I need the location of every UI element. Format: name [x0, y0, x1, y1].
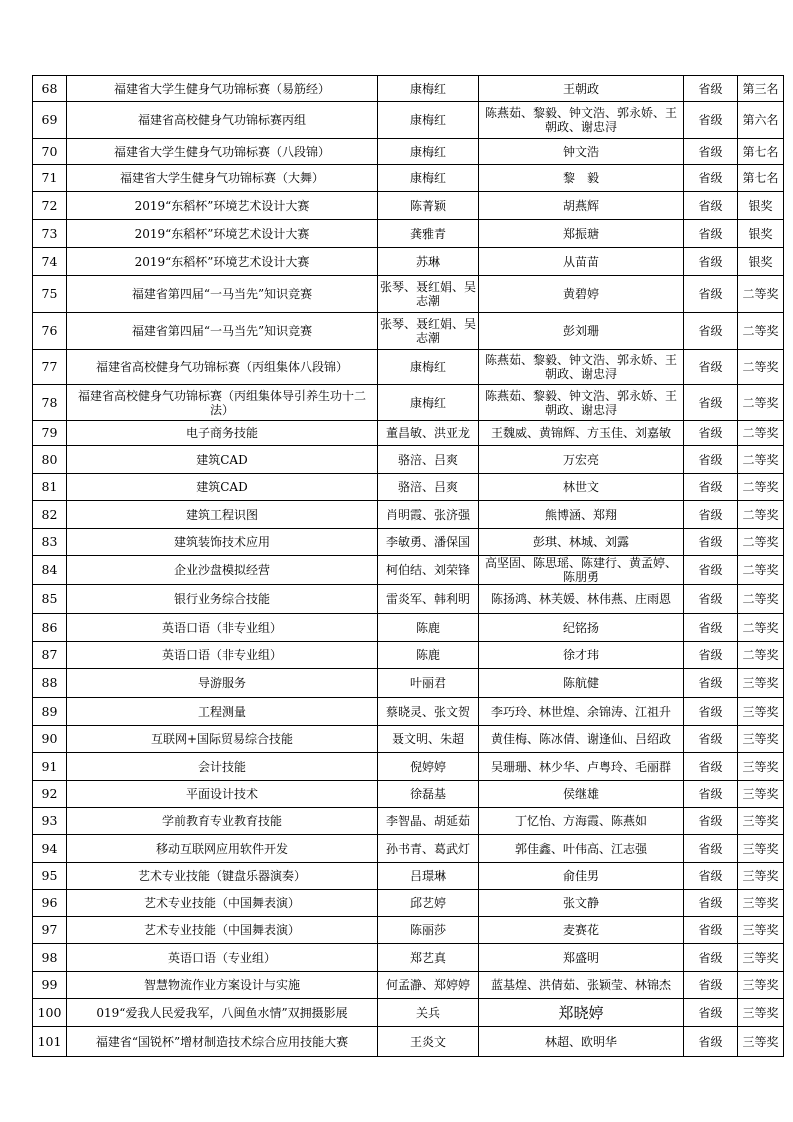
award-rank: 三等奖: [738, 972, 784, 999]
award-level: 省级: [684, 556, 738, 585]
teacher-names: 陈菁颖: [378, 192, 479, 220]
table-row: [33, 808, 784, 835]
teacher-names: 倪婷婷: [378, 753, 479, 781]
event-name: 2019“东稻杯”环境艺术设计大赛: [67, 192, 378, 220]
student-names: 李巧玲、林世煌、余锦涛、江祖升: [479, 698, 684, 726]
award-level: 省级: [684, 446, 738, 474]
teacher-names: 叶丽君: [378, 669, 479, 698]
student-names: 林世文: [479, 474, 684, 501]
student-names: 黄碧婷: [479, 276, 684, 313]
student-names: 钟文浩: [479, 139, 684, 165]
table-row: [33, 76, 784, 102]
teacher-names: 龚雅青: [378, 220, 479, 248]
award-level: 省级: [684, 808, 738, 835]
event-name: 工程测量: [67, 698, 378, 726]
event-name: 英语口语（非专业组）: [67, 642, 378, 669]
event-name: 学前教育专业教育技能: [67, 808, 378, 835]
award-rank: 三等奖: [738, 669, 784, 698]
event-name: 智慧物流作业方案设计与实施: [67, 972, 378, 999]
teacher-names: 康梅红: [378, 350, 479, 385]
event-name: 019“爱我人民爱我军，八闽鱼水情”双拥摄影展: [67, 999, 378, 1027]
award-rank: 二等奖: [738, 276, 784, 313]
award-level: 省级: [684, 192, 738, 220]
row-number: 98: [33, 944, 67, 972]
row-number: 80: [33, 446, 67, 474]
table-row: [33, 385, 784, 421]
student-names: 从苗苗: [479, 248, 684, 276]
award-rank: 第七名: [738, 165, 784, 192]
row-number: 91: [33, 753, 67, 781]
row-number: 87: [33, 642, 67, 669]
table-row: [33, 863, 784, 890]
teacher-names: 聂文明、朱超: [378, 726, 479, 753]
student-names: 徐才玮: [479, 642, 684, 669]
award-level: 省级: [684, 76, 738, 102]
award-rank: 三等奖: [738, 944, 784, 972]
award-rank: 第三名: [738, 76, 784, 102]
table-row: [33, 446, 784, 474]
student-names: 陈航健: [479, 669, 684, 698]
student-names: 胡燕辉: [479, 192, 684, 220]
row-number: 100: [33, 999, 67, 1027]
table-row: [33, 529, 784, 556]
teacher-names: 康梅红: [378, 76, 479, 102]
event-name: 会计技能: [67, 753, 378, 781]
student-names: 蓝基煌、洪倩茹、张颖莹、林锦杰: [479, 972, 684, 999]
award-rank: 三等奖: [738, 999, 784, 1027]
teacher-names: 陈鹿: [378, 642, 479, 669]
event-name: 艺术专业技能（中国舞表演）: [67, 917, 378, 944]
award-level: 省级: [684, 835, 738, 863]
event-name: 福建省大学生健身气功锦标赛（易筋经）: [67, 76, 378, 102]
student-names: 吴珊珊、林少华、卢粤玲、毛丽群: [479, 753, 684, 781]
award-rank: 三等奖: [738, 808, 784, 835]
student-names: 王朝政: [479, 76, 684, 102]
award-level: 省级: [684, 726, 738, 753]
row-number: 73: [33, 220, 67, 248]
teacher-names: 雷炎军、韩利明: [378, 585, 479, 614]
event-name: 艺术专业技能（中国舞表演）: [67, 890, 378, 917]
teacher-names: 康梅红: [378, 139, 479, 165]
award-rank: 第六名: [738, 102, 784, 139]
row-number: 89: [33, 698, 67, 726]
event-name: 移动互联网应用软件开发: [67, 835, 378, 863]
event-name: 福建省高校健身气功锦标赛（丙组集体导引养生功十二法）: [67, 385, 378, 421]
award-level: 省级: [684, 614, 738, 642]
student-names: 郑晓婷: [479, 999, 684, 1027]
award-level: 省级: [684, 385, 738, 421]
row-number: 71: [33, 165, 67, 192]
teacher-names: 王炎文: [378, 1027, 479, 1057]
award-level: 省级: [684, 642, 738, 669]
award-level: 省级: [684, 220, 738, 248]
teacher-names: 康梅红: [378, 385, 479, 421]
student-names: 麦赛花: [479, 917, 684, 944]
row-number: 83: [33, 529, 67, 556]
row-number: 79: [33, 421, 67, 446]
student-names: 高坚固、陈思瑶、陈建行、黄孟婷、陈朋勇: [479, 556, 684, 585]
event-name: 建筑装饰技术应用: [67, 529, 378, 556]
row-number: 96: [33, 890, 67, 917]
table-row: [33, 585, 784, 614]
event-name: 福建省“国锐杯”增材制造技术综合应用技能大赛: [67, 1027, 378, 1057]
table-row: [33, 890, 784, 917]
award-level: 省级: [684, 529, 738, 556]
teacher-names: 陈丽莎: [378, 917, 479, 944]
event-name: 银行业务综合技能: [67, 585, 378, 614]
award-level: 省级: [684, 585, 738, 614]
award-level: 省级: [684, 1027, 738, 1057]
student-names: 俞佳男: [479, 863, 684, 890]
award-level: 省级: [684, 276, 738, 313]
award-rank: 银奖: [738, 220, 784, 248]
table-row: [33, 556, 784, 585]
student-names: 张文静: [479, 890, 684, 917]
table-row: [33, 165, 784, 192]
student-names: 黄佳梅、陈冰倩、谢逢仙、吕绍政: [479, 726, 684, 753]
row-number: 93: [33, 808, 67, 835]
row-number: 84: [33, 556, 67, 585]
award-level: 省级: [684, 890, 738, 917]
student-names: 郑振瑭: [479, 220, 684, 248]
row-number: 85: [33, 585, 67, 614]
table-row: [33, 698, 784, 726]
award-rank: 二等奖: [738, 501, 784, 529]
student-names: 陈燕茹、黎毅、钟文浩、郭永娇、王朝政、谢忠浔: [479, 102, 684, 139]
teacher-names: 骆涪、吕爽: [378, 446, 479, 474]
table-row: [33, 917, 784, 944]
award-rank: 二等奖: [738, 313, 784, 350]
table-row: [33, 726, 784, 753]
row-number: 75: [33, 276, 67, 313]
table-row: [33, 1027, 784, 1057]
table-row: [33, 999, 784, 1027]
award-rank: 三等奖: [738, 726, 784, 753]
row-number: 76: [33, 313, 67, 350]
student-names: 郑盛明: [479, 944, 684, 972]
award-rank: 二等奖: [738, 556, 784, 585]
teacher-names: 孙书青、葛武灯: [378, 835, 479, 863]
student-names: 侯继雄: [479, 781, 684, 808]
award-rank: 三等奖: [738, 781, 784, 808]
row-number: 94: [33, 835, 67, 863]
award-level: 省级: [684, 421, 738, 446]
row-number: 97: [33, 917, 67, 944]
table-row: [33, 421, 784, 446]
row-number: 88: [33, 669, 67, 698]
award-level: 省级: [684, 753, 738, 781]
award-rank: 第七名: [738, 139, 784, 165]
row-number: 74: [33, 248, 67, 276]
event-name: 英语口语（非专业组）: [67, 614, 378, 642]
award-rank: 二等奖: [738, 474, 784, 501]
teacher-names: 陈鹿: [378, 614, 479, 642]
table-row: [33, 781, 784, 808]
student-names: 丁忆怡、方海霞、陈燕如: [479, 808, 684, 835]
event-name: 2019“东稻杯”环境艺术设计大赛: [67, 220, 378, 248]
row-number: 90: [33, 726, 67, 753]
award-rank: 二等奖: [738, 614, 784, 642]
table-row: [33, 642, 784, 669]
teacher-names: 董昌敏、洪亚龙: [378, 421, 479, 446]
table-row: [33, 192, 784, 220]
student-names: 林超、欧明华: [479, 1027, 684, 1057]
award-level: 省级: [684, 669, 738, 698]
teacher-names: 吕璟琳: [378, 863, 479, 890]
row-number: 72: [33, 192, 67, 220]
teacher-names: 肖明霞、张济强: [378, 501, 479, 529]
award-level: 省级: [684, 350, 738, 385]
award-rank: 三等奖: [738, 890, 784, 917]
teacher-names: 何孟瀞、郑婷婷: [378, 972, 479, 999]
award-rank: 三等奖: [738, 753, 784, 781]
event-name: 建筑CAD: [67, 446, 378, 474]
event-name: 建筑CAD: [67, 474, 378, 501]
award-level: 省级: [684, 698, 738, 726]
row-number: 92: [33, 781, 67, 808]
student-names: 陈燕茹、黎毅、钟文浩、郭永娇、王朝政、谢忠浔: [479, 350, 684, 385]
award-level: 省级: [684, 313, 738, 350]
table-body: [33, 76, 784, 1057]
table-row: [33, 501, 784, 529]
student-names: 王魏威、黄锦辉、方玉佳、刘嘉敏: [479, 421, 684, 446]
award-level: 省级: [684, 999, 738, 1027]
row-number: 101: [33, 1027, 67, 1057]
student-names: 万宏亮: [479, 446, 684, 474]
student-names: 彭琪、林城、刘露: [479, 529, 684, 556]
row-number: 99: [33, 972, 67, 999]
award-rank: 三等奖: [738, 1027, 784, 1057]
award-level: 省级: [684, 248, 738, 276]
teacher-names: 关兵: [378, 999, 479, 1027]
student-names: 陈扬鸿、林芙媛、林伟燕、庄雨恩: [479, 585, 684, 614]
teacher-names: 邱艺婷: [378, 890, 479, 917]
teacher-names: 张琴、聂红娟、吴志潮: [378, 313, 479, 350]
student-names: 郭佳鑫、叶伟高、江志强: [479, 835, 684, 863]
event-name: 电子商务技能: [67, 421, 378, 446]
teacher-names: 徐磊基: [378, 781, 479, 808]
row-number: 68: [33, 76, 67, 102]
student-names: 纪铭扬: [479, 614, 684, 642]
award-rank: 三等奖: [738, 863, 784, 890]
teacher-names: 苏琳: [378, 248, 479, 276]
table-row: [33, 102, 784, 139]
award-rank: 三等奖: [738, 835, 784, 863]
event-name: 企业沙盘模拟经营: [67, 556, 378, 585]
table-row: [33, 669, 784, 698]
teacher-names: 蔡晓灵、张文贺: [378, 698, 479, 726]
student-names: 彭刘珊: [479, 313, 684, 350]
teacher-names: 柯伯结、刘荣锋: [378, 556, 479, 585]
student-names: 熊博涵、郑翔: [479, 501, 684, 529]
row-number: 82: [33, 501, 67, 529]
event-name: 导游服务: [67, 669, 378, 698]
award-rank: 二等奖: [738, 585, 784, 614]
award-level: 省级: [684, 917, 738, 944]
table-row: [33, 276, 784, 313]
event-name: 福建省高校健身气功锦标赛（丙组集体八段锦）: [67, 350, 378, 385]
row-number: 95: [33, 863, 67, 890]
awards-table: [32, 75, 784, 1057]
award-level: 省级: [684, 781, 738, 808]
table-row: [33, 972, 784, 999]
table-row: [33, 248, 784, 276]
event-name: 福建省高校健身气功锦标赛丙组: [67, 102, 378, 139]
row-number: 69: [33, 102, 67, 139]
award-rank: 二等奖: [738, 385, 784, 421]
award-rank: 二等奖: [738, 350, 784, 385]
table-row: [33, 753, 784, 781]
award-rank: 二等奖: [738, 446, 784, 474]
award-rank: 银奖: [738, 192, 784, 220]
teacher-names: 李敏勇、潘保国: [378, 529, 479, 556]
event-name: 福建省大学生健身气功锦标赛（大舞）: [67, 165, 378, 192]
row-number: 70: [33, 139, 67, 165]
table-row: [33, 220, 784, 248]
award-level: 省级: [684, 501, 738, 529]
row-number: 81: [33, 474, 67, 501]
award-rank: 二等奖: [738, 529, 784, 556]
award-level: 省级: [684, 944, 738, 972]
row-number: 78: [33, 385, 67, 421]
teacher-names: 张琴、聂红娟、吴志潮: [378, 276, 479, 313]
row-number: 77: [33, 350, 67, 385]
table-row: [33, 614, 784, 642]
award-level: 省级: [684, 139, 738, 165]
award-level: 省级: [684, 863, 738, 890]
teacher-names: 康梅红: [378, 102, 479, 139]
teacher-names: 康梅红: [378, 165, 479, 192]
award-level: 省级: [684, 165, 738, 192]
table-row: [33, 474, 784, 501]
teacher-names: 骆涪、吕爽: [378, 474, 479, 501]
award-rank: 二等奖: [738, 642, 784, 669]
teacher-names: 李智晶、胡延茹: [378, 808, 479, 835]
award-rank: 二等奖: [738, 421, 784, 446]
award-level: 省级: [684, 102, 738, 139]
table-row: [33, 350, 784, 385]
event-name: 福建省大学生健身气功锦标赛（八段锦）: [67, 139, 378, 165]
row-number: 86: [33, 614, 67, 642]
event-name: 艺术专业技能（键盘乐器演奏）: [67, 863, 378, 890]
student-names: 陈燕茹、黎毅、钟文浩、郭永娇、王朝政、谢忠浔: [479, 385, 684, 421]
table-row: [33, 944, 784, 972]
award-level: 省级: [684, 972, 738, 999]
award-rank: 三等奖: [738, 917, 784, 944]
event-name: 福建省第四届“一马当先”知识竞赛: [67, 313, 378, 350]
award-rank: 三等奖: [738, 698, 784, 726]
table-row: [33, 313, 784, 350]
table-row: [33, 139, 784, 165]
event-name: 建筑工程识图: [67, 501, 378, 529]
table-row: [33, 835, 784, 863]
event-name: 福建省第四届“一马当先”知识竞赛: [67, 276, 378, 313]
award-level: 省级: [684, 474, 738, 501]
event-name: 平面设计技术: [67, 781, 378, 808]
event-name: 互联网+国际贸易综合技能: [67, 726, 378, 753]
award-rank: 银奖: [738, 248, 784, 276]
event-name: 英语口语（专业组）: [67, 944, 378, 972]
teacher-names: 郑艺真: [378, 944, 479, 972]
event-name: 2019“东稻杯”环境艺术设计大赛: [67, 248, 378, 276]
student-names: 黎 毅: [479, 165, 684, 192]
